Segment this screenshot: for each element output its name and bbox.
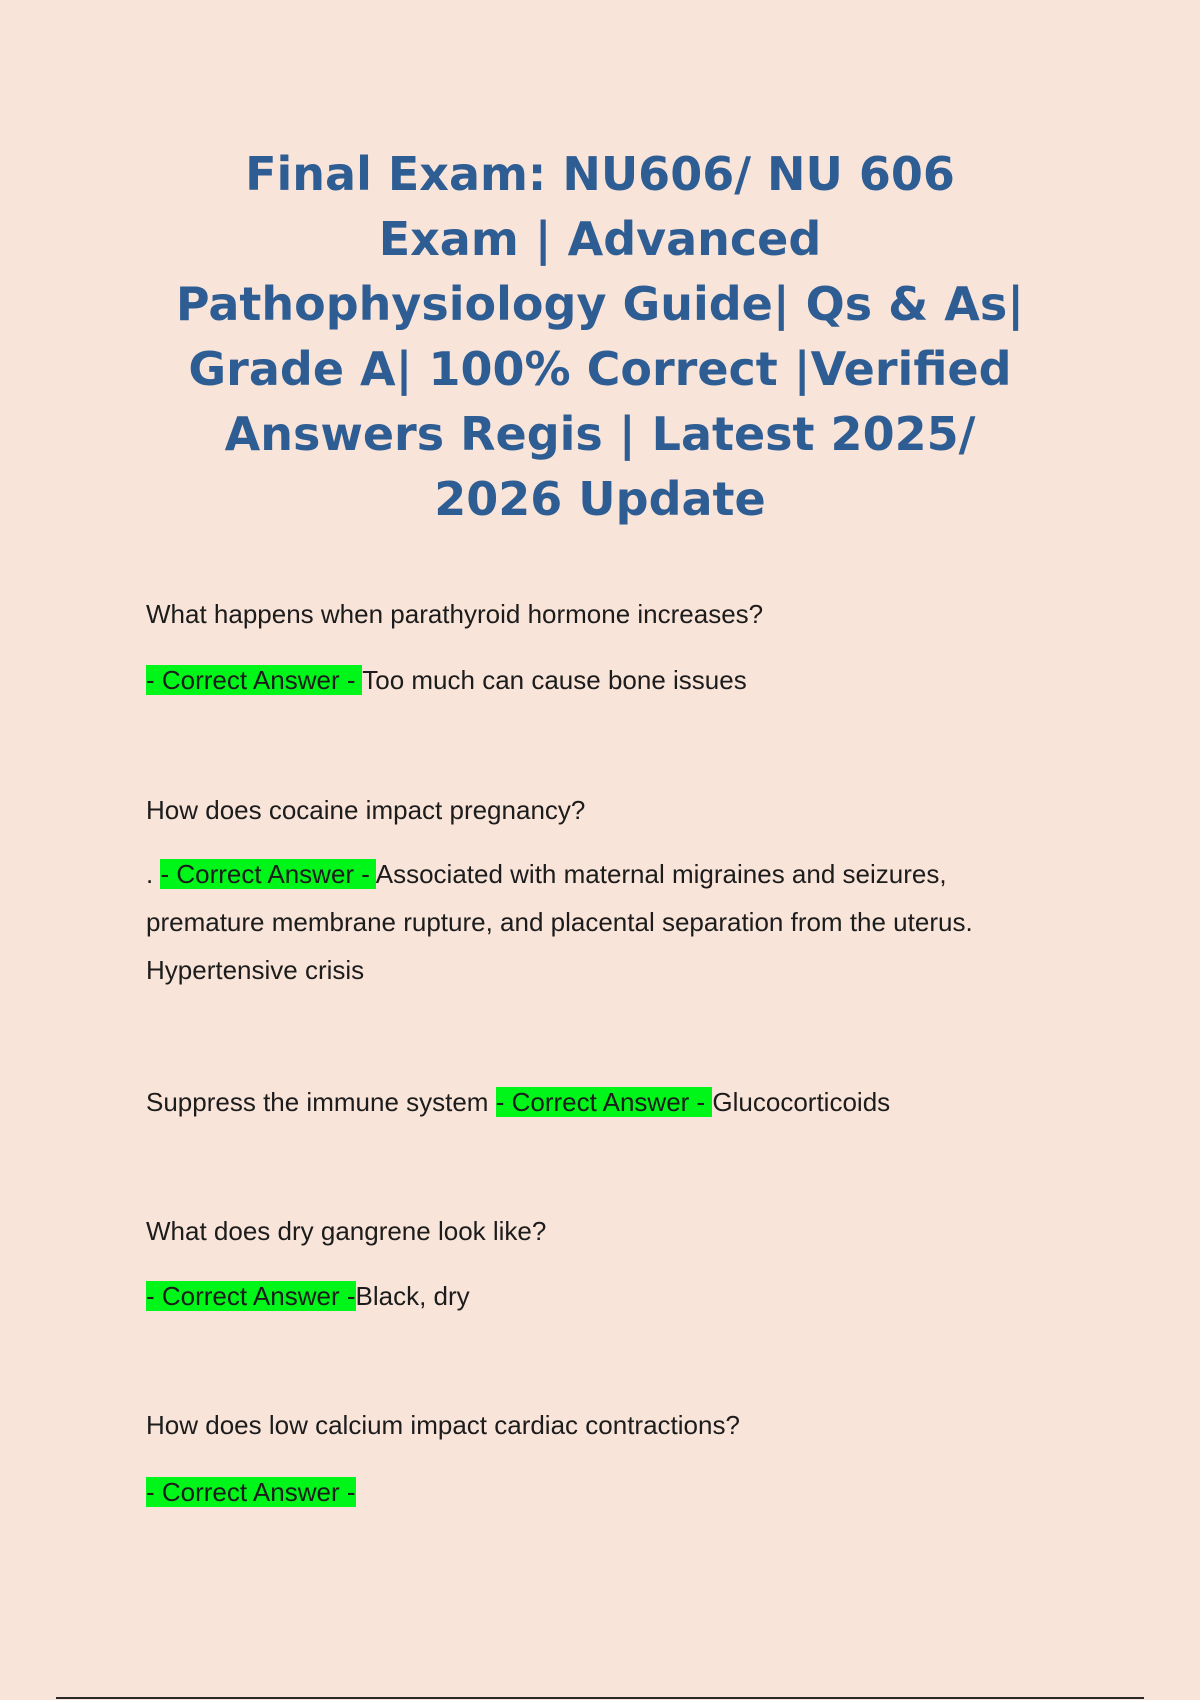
answer-label: premature membrane rupture, and placental separation from the uterus. <box>146 907 973 937</box>
question-label: What happens when parathyroid hormone increases? <box>146 599 764 629</box>
correct-answer-highlight: - Correct Answer - <box>495 1087 713 1117</box>
answer-text <box>146 656 1066 704</box>
answer-text <box>146 1272 1066 1320</box>
answer-label: Associated with maternal migraines and seizures, <box>375 859 947 889</box>
question-label: How does low calcium impact cardiac contractions? <box>146 1410 740 1440</box>
answer-label: Black, dry <box>355 1281 470 1311</box>
correct-answer-highlight: - Correct Answer - <box>146 665 363 695</box>
question-text <box>146 786 1066 834</box>
answer-prefix: . <box>146 859 161 889</box>
page-bottom-divider <box>56 1697 1144 1699</box>
answer-text <box>146 1468 1066 1516</box>
title-line: Final Exam: NU606/ NU 606 <box>245 147 955 201</box>
question-text <box>146 590 1066 638</box>
answer-text <box>146 850 1066 994</box>
title-line: Grade A| 100% Correct |Verified <box>188 342 1012 396</box>
correct-answer-highlight: - Correct Answer - <box>160 859 376 889</box>
answer-label: Too much can cause bone issues <box>362 665 747 695</box>
document-title <box>145 142 1055 532</box>
question-label: Suppress the immune system <box>146 1087 496 1117</box>
question-text <box>146 1401 1066 1449</box>
answer-label: Hypertensive crisis <box>146 955 365 985</box>
title-line: Pathophysiology Guide| Qs & As| <box>175 277 1025 331</box>
title-line: Answers Regis | Latest 2025/ <box>224 407 976 461</box>
question-text <box>146 1207 1066 1255</box>
question-label: How does cocaine impact pregnancy? <box>146 795 586 825</box>
question-label: What does dry gangrene look like? <box>146 1216 547 1246</box>
correct-answer-highlight: - Correct Answer - <box>146 1477 356 1507</box>
answer-label: Glucocorticoids <box>712 1087 891 1117</box>
title-line: 2026 Update <box>434 472 766 526</box>
title-line: Exam | Advanced <box>378 212 822 266</box>
question-answer-inline <box>146 1078 1066 1126</box>
correct-answer-highlight: - Correct Answer - <box>146 1281 356 1311</box>
